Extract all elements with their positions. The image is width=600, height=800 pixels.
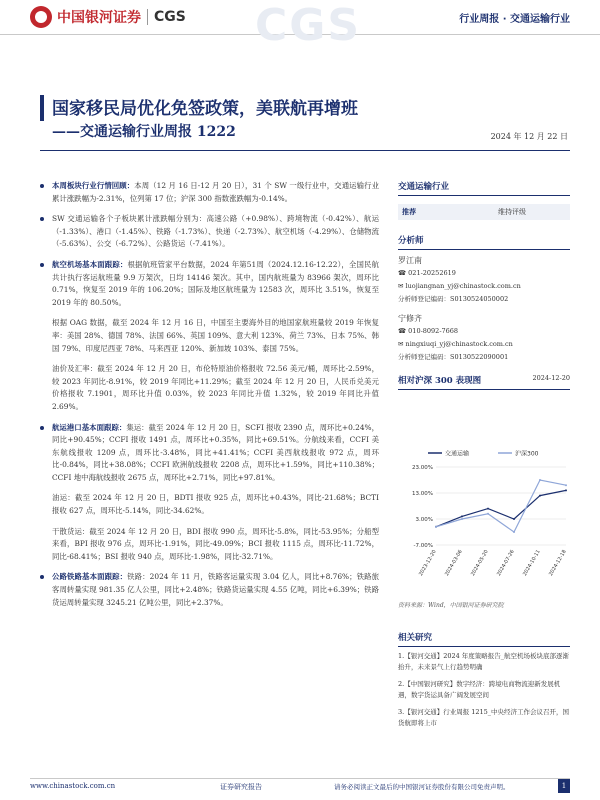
legend-label: 沪深300	[515, 450, 539, 458]
related-list	[398, 651, 570, 729]
para-text: 油运：截至 2024 年 12 月 20 日，BDTI 报收 925 点，周环比+0.43%，同比-21.68%；BCTI 报收 627 点，周环比-5.14%，同比-34.62%。	[52, 493, 379, 516]
company-logo	[30, 6, 186, 28]
title-accent	[40, 95, 44, 121]
analyst-name: 罗江南	[398, 256, 422, 265]
paragraph	[52, 317, 379, 355]
logo-en: CGS	[154, 9, 186, 25]
data-point	[487, 513, 489, 515]
phone-text: 021-20252619	[408, 269, 456, 277]
paragraph	[52, 526, 379, 564]
chart-svg	[398, 445, 570, 595]
x-tick-label: 2024-03-06	[444, 549, 464, 578]
paragraph	[52, 259, 379, 309]
email-text: luojiangnan_yj@chinastock.com.cn	[405, 282, 521, 290]
para-label: 本周板块行业行情回顾：	[52, 181, 135, 190]
x-tick-label: 2024-12-18	[548, 549, 568, 578]
data-point	[461, 515, 463, 517]
related-item[interactable]: 1.【银河交通】2024 年度策略报告_航空机场板块底部逐渐抬升，未来景气上行趋势明确	[398, 652, 570, 671]
main-content	[52, 180, 379, 617]
para-text: 油价及汇率：截至 2024 年 12 月 20 日，布伦特原油价格报收 72.56 美元/桶，周环比-2.59%，较 2023 年同比-8.91%，较 2019 年同比+11.29%；截至 2024 年 12 月 20 日，人民币兑美元价格报收 7.1901，周环比升值 0.03%，较 2023 年同比升值 1.32%，较 2019 年同比升值 2.69%。	[52, 364, 379, 411]
data-point	[435, 526, 437, 528]
page-title: 国家移民局优化免签政策，美联航再增班	[52, 99, 358, 119]
page-number: 1	[558, 779, 570, 793]
logo-icon	[30, 6, 52, 28]
sidebar	[398, 180, 570, 390]
analyst-heading: 分析师	[398, 234, 570, 250]
footer-label: 证券研究报告	[220, 783, 262, 791]
para-text: 干散货运：截至 2024 年 12 月 20 日，BDI 报收 990 点，周环比-5.8%，同比-53.95%；分船型来看，BPI 报收 976 点，周环比-1.91%，同比-49.09%；BCI 报收 1115 点，周环比-11.72%，同比-68.41%；BSI 报收 940 点，周环比-1.98%，同比-32.71%。	[52, 526, 379, 561]
analyst-email[interactable]	[398, 338, 570, 351]
x-tick-label: 2024-05-20	[470, 549, 490, 578]
rating-value: 维持评级	[498, 208, 526, 216]
paragraph	[52, 363, 379, 413]
para-label: 航运港口基本面跟踪：	[52, 422, 127, 432]
email-text: ningxiuqi_yj@chinastock.com.cn	[405, 340, 513, 348]
legend-label: 交通运输	[445, 450, 470, 458]
chart-heading	[398, 374, 570, 390]
footer	[0, 772, 600, 792]
divider	[147, 9, 148, 25]
data-point	[565, 484, 567, 486]
analyst-cert: 分析师登记编码：S0130524050002	[398, 295, 509, 303]
analyst-phone	[398, 267, 570, 280]
data-point	[461, 518, 463, 520]
y-tick-label: 23.00%	[412, 465, 433, 471]
paragraph	[52, 492, 379, 517]
paragraph	[52, 422, 379, 485]
analyst-email[interactable]	[398, 280, 570, 293]
footer-url[interactable]: www.chinastock.com.cn	[30, 782, 116, 790]
y-tick-label: 13.00%	[412, 491, 433, 497]
para-text: 铁路：2024 年 11 月，铁路客运量实现 3.04 亿人，同比+8.76%；铁路旅客周转量实现 981.35 亿人公里，同比+2.48%；铁路货运量实现 4.55 亿吨，同比+6.39%；铁路货运周转量实现 3245.21 亿吨公里，同比+2.37%。	[52, 572, 379, 607]
email-icon: ✉	[398, 340, 406, 348]
paragraph	[52, 213, 379, 251]
x-tick-label: 2023-12-20	[418, 549, 438, 578]
chart-source: 资料来源：Wind，中国银河证券研究院	[398, 602, 504, 609]
logo-cn: 中国银河证券	[57, 10, 141, 26]
chart-title: 相对沪深 300 表现图	[398, 376, 482, 386]
data-point	[513, 531, 515, 533]
data-point	[513, 518, 515, 520]
related-heading: 相关研究	[398, 631, 570, 647]
para-text: 本周（12 月 16 日-12 月 20 日），31 个 SW 一级行业中，交通运输行业累计涨跌幅为-2.31%，位列第 17 位；沪深 300 指数涨跌幅为-0.14%。	[52, 181, 379, 203]
y-tick-label: -7.00%	[413, 543, 433, 549]
paragraph	[52, 571, 379, 609]
para-text: 集运：截至 2024 年 12 月 20 日，SCFI 报收 2390 点，周环比+0.24%，同比+90.45%；CCFI 报收 1491 点，周环比+0.35%，同比+69.51%。分航线来看，CCFI 美东航线报收 1209 点，周环比-3.48%，同比+41.41%；CCFI 美西航线报收 972 点，周环比-0.84%，同比+38.08%；CCFI 欧洲航线报收 2208 点，周环比+1.59%，同比+110.38%；CCFI 地中海航线报收 2675 点，周环比+2.71%，同比+97.81%。	[52, 422, 379, 482]
para-text: 根据 OAG 数据，截至 2024 年 12 月 16 日，中国至主要海外目的地国家航班量较 2019 年恢复率：美国 28%、德国 78%、法国 66%、英国 109%、意大利 123%、荷兰 73%、日本 75%、韩国 79%、印度尼西亚 78%、马来西亚 120%、新加坡 103%、泰国 75%。	[52, 318, 379, 353]
data-point	[565, 489, 567, 491]
industry-heading: 交通运输行业	[398, 180, 570, 196]
page-subtitle: ——交通运输行业周报 1222	[52, 124, 236, 140]
related-item[interactable]: 3.【银河交通】行业周报 1215_中央经济工作会议召开，国货航即将上市	[398, 708, 570, 727]
analyst-2	[398, 312, 570, 364]
para-label: 航空机场基本面跟踪：	[52, 259, 128, 269]
analyst-cert: 分析师登记编码：S0130522090001	[398, 353, 509, 361]
phone-text: 010-8092-7668	[408, 327, 459, 335]
footer-disclaimer: 请务必阅读正文最后的中国银河证券股份有限公司免责声明。	[334, 783, 510, 791]
analyst-1	[398, 254, 570, 306]
analyst-phone	[398, 325, 570, 338]
chart-date: 2024-12-20	[532, 374, 570, 382]
para-label: 公路铁路基本面跟踪：	[52, 572, 128, 582]
rating-label: 推荐	[402, 207, 416, 216]
para-text: SW 交通运输各个子板块累计涨跌幅分别为：高速公路（+0.98%）、跨境物流（-0.42%）、航运（-1.33%）、港口（-1.45%）、铁路（-1.73%）、快递（-2.73%）、航空机场（-4.29%）、仓储物流（-5.63%）、公交（-6.72%）、公路货运（-7.41%）。	[52, 214, 379, 249]
series-line	[436, 480, 566, 532]
x-tick-label: 2024-10-11	[522, 549, 542, 578]
data-point	[487, 508, 489, 510]
data-point	[539, 479, 541, 481]
analyst-name: 宁修齐	[398, 314, 422, 323]
sidebar-lower	[398, 600, 570, 729]
report-date: 2024 年 12 月 22 日	[490, 132, 568, 141]
data-point	[539, 495, 541, 497]
phone-icon: ☎	[398, 327, 409, 335]
rating-row	[398, 204, 570, 220]
title-rule	[40, 150, 570, 151]
header-report-type: 行业周报 · 交通运输行业	[459, 14, 570, 25]
relative-performance-chart	[398, 445, 570, 595]
email-icon: ✉	[398, 282, 406, 290]
paragraph	[52, 180, 379, 205]
footer-rule	[30, 778, 570, 779]
related-item[interactable]: 2.【中国银河研究】数字经济：跨境电商物流迎新发展机遇，数字货运具备广阔发展空间	[398, 680, 561, 699]
phone-icon: ☎	[398, 269, 409, 277]
y-tick-label: 3.00%	[415, 517, 433, 523]
header	[0, 0, 600, 51]
para-text: 根据航班管家平台数据，2024 年第51周（2024.12.16-12.22），全国民航共计执行客运航班量 9.9 万架次，日均 14146 架次。其中，国内航班量为 83966 架次，周环比 0.71%，恢复至 2019 年的 106.20%；国际及地区航班量为 12583 次，周环比 3.51%，恢复至 2019 年的 80.50%。	[52, 259, 379, 307]
watermark: CGS	[255, 0, 362, 51]
x-tick-label: 2024-07-26	[496, 549, 516, 578]
